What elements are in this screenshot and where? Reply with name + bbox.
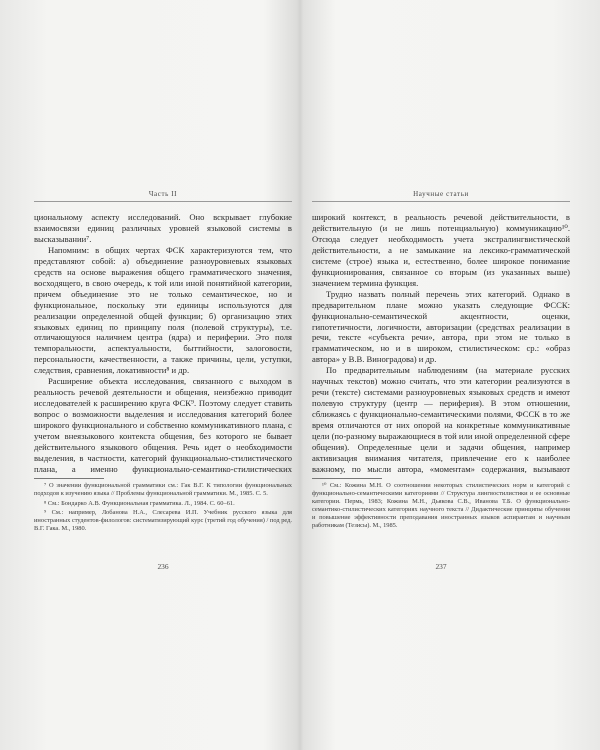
paragraph: широкий контекст, в реальность речевой действительности, в действительную (и не лишь потенциальную) коммуникацию¹⁰. Отсюда следует необходимость учета экстралингвистической действительности, а не замыкание на лексико-грамматической системе (строе) языка и, естественно, более широкое понимание функционирования, связанное со вторым (из указанных выше) значением термина функция. [312,212,570,288]
footnote: ⁸ См.: Бондарко А.В. Функциональная грамматика. Л., 1984. С. 60–61. [44,499,235,507]
page-number: 236 [157,562,169,571]
footnote: ⁹ См.: например, Лобанова Н.А., Слесарева И.П. Учебник русского языка для иностранных студентов-филологов: систематизирующий курс (третий год обучения) / под ред. В.Г. Гака. М., 1980. [34,509,292,533]
body-text [312,212,570,474]
paragraph: Расширение объекта исследования, связанного с выходом в реальность речевой деятельности и общения, неизбежно приводит исследователей к расширению круга ФСК⁹. Поэтому следует ставить вопрос о возможности выделения и исследования категорий более широкого функционального и собственно коммуникативного плана, с учетом внеязыкового контекста общения, без которого не бывает действительного языкового общения. Речь идет о необходимости выделения, в частности, категорий функционально-стилистического плана, а именно функционально-семантико-стилистических [34,376,292,474]
paragraph: Напомним: в общих чертах ФСК характеризуются тем, что представляют собой: а) объединение разноуровневых языковых средств на основе выражения общего грамматического значения, восходящего, в свою очередь, к той или иной понятийной категории, причем объединение это не только семантическое, но и функциональное, поскольку эти единицы используются для реализации определенной общей функции; б) организацию этих языковых единиц по принципу поля (полевой структуры), т.е. отличающуюся наличием центра (ядра) и периферии. Это поля темпоральности, аспектуальности, быттийности, залоговости, персональности, качественности, а также причины, цели, уступки, следствия, сравнения, локативности⁸ и др. [34,244,292,376]
running-head: Научные статьи [312,190,570,202]
footnote: ¹⁰ См.: Кожина М.Н. О соотношении некоторых стилистических норм и категорий с функционально-семантическими категориями // Структура лингвостилистики и ее основные категории. Пермь, 1983; Кожина М.Н., Дьякова С.В., Иванова Т.Б. О функционально-семантико-стилистических категориях научного текста // Дидактические принципы обучения и повышение эффективности преподавания иностранных языков аспирантам и научным работникам (Тезисы). М., 1985. [312,482,570,530]
paragraph: Трудно назвать полный перечень этих категорий. Однако в предварительном плане можно указать следующие ФССК: функционально-семантической акцентности, оценки, гипотетичности, логичности, авторизации (средствах реализации в речи, тексте «субъекта речи», автора, при этом не только в грамматическом, но и в широком, стилистическом: ср.: «образ автора» у В.В. Виноградова) и др. [312,288,570,365]
page-number: 237 [435,562,447,571]
footnote-rule [34,478,104,479]
right-page [312,190,570,575]
left-page [34,190,292,575]
paragraph: циональному аспекту исследований. Оно вскрывает глубокие взаимосвязи единиц различных уровней языковой системы в высказывании⁷. [34,212,292,244]
footnotes [312,482,570,532]
footnote: ⁷ О значении функциональной грамматики см.: Гак В.Г. К типологии функциональных подходов к изучению языка // Проблемы функциональной грамматики. М., 1985. С. 5. [34,482,292,498]
footnote-rule [312,478,382,479]
body-text [34,212,292,474]
running-head: Часть II [34,190,292,202]
footnotes [34,482,292,535]
paragraph: По предварительным наблюдениям (на материале русских научных текстов) можно считать, что эти категории реализуются в речи (тексте) системами разноуровневых языковых средств и имеют полевую структуру (центр — периферия). В этом отношении, сближаясь с функционально-семантическими полями, ФССК в то же время отличаются от них опорой на конкретные коммуникативные цели (по-разному выражающиеся в той или иной определенной сфере общения). Определенные цели и задачи общения, например активизация внимания читателя, привлечение его к наиболее важному, по мысли автора, «моментам» содержания, вызывают [312,365,570,474]
